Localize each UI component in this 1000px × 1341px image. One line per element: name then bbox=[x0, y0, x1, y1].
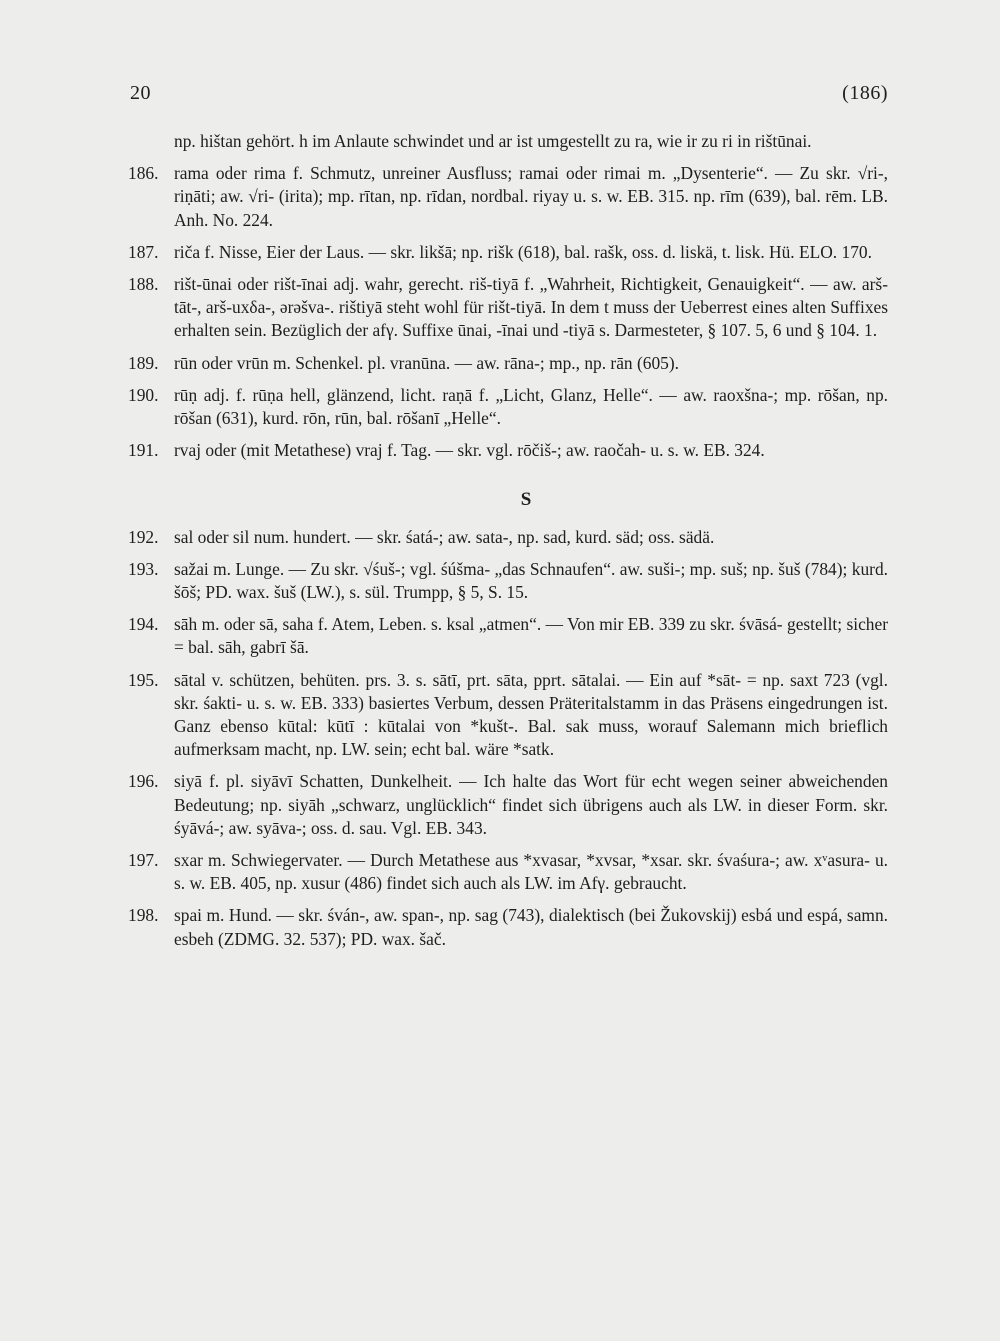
section-letter: S bbox=[520, 489, 532, 511]
entry-text: sal oder sil num. hundert. — skr. śatá-; aw. sata-, np. sad, kurd. säd; oss. sädä. bbox=[174, 526, 715, 547]
entry-number: 196. bbox=[128, 771, 159, 792]
entry-text: rūn oder vrūn m. Schenkel. pl. vranūna. — aw. rāna-; mp., np. rān (605). bbox=[174, 352, 679, 373]
entry-text: sāh m. oder sā, saha f. Atem, Leben. s. ksal „atmen“. — Von mir EB. 339 zu skr. śvāsá- gestellt; sicher = bal. sāh, gabrī šā. bbox=[174, 614, 888, 658]
entry-text: sātal v. schützen, behüten. prs. 3. s. sātī, prt. sāta, pprt. sātalai. — Ein auf *sāt- = np. saxt 723 (vgl. skr. śakti- u. s. w. EB. 333) basiertes Verbum, dessen Präteritalstamm in das Präsens eingedrungen ist. Ganz ebenso kūtal: kūtī : kūtalai von *kušt-. Bal. sak muss, worauf Salemann mich brieflich aufmerksam macht, np. LW. sein; echt bal. wäre *satk. bbox=[174, 669, 888, 760]
entries-r bbox=[128, 162, 888, 462]
continuation-text: np. hištan gehört. h im Anlaute schwindet und ar ist umgestellt zu ra, wie ir zu ri in rištūnai. bbox=[174, 131, 812, 151]
page-header bbox=[130, 82, 888, 105]
dictionary-entry bbox=[128, 770, 888, 840]
dictionary-entry bbox=[128, 669, 888, 762]
original-page-number: (186) bbox=[842, 82, 888, 104]
dictionary-entry bbox=[128, 384, 888, 430]
entry-text: siyā f. pl. siyāvī Schatten, Dunkelheit. — Ich halte das Wort für echt wegen seiner abweichenden Bedeutung; np. siyāh „schwarz, unglücklich“ findet sich übrigens auch als LW. in dieser Form. skr. śyāvá-; aw. syāva-; oss. d. sau. Vgl. EB. 343. bbox=[174, 771, 888, 838]
dictionary-content bbox=[128, 130, 888, 960]
entry-text: spai m. Hund. — skr. śván-, aw. span-, np. sag (743), dialektisch (bei Žukovskij) esbá und espá, samn. esbeh (ZDMG. 32. 537); PD. wax. šač. bbox=[174, 905, 888, 949]
dictionary-entry bbox=[128, 526, 888, 549]
dictionary-entry bbox=[128, 558, 888, 604]
entry-text: riča f. Nisse, Eier der Laus. — skr. likšā; np. rišk (618), bal. rašk, oss. d. liskä, t. lisk. Hü. ELO. 170. bbox=[174, 241, 872, 262]
entry-number: 192. bbox=[128, 526, 159, 547]
entry-number: 197. bbox=[128, 850, 159, 871]
entry-number: 195. bbox=[128, 669, 159, 690]
entry-number: 188. bbox=[128, 274, 159, 295]
dictionary-entry bbox=[128, 849, 888, 895]
entry-text: rvaj oder (mit Metathese) vraj f. Tag. — skr. vgl. rōčiš-; aw. raočah- u. s. w. EB. 324. bbox=[174, 440, 765, 461]
entry-text: rama oder rima f. Schmutz, unreiner Ausfluss; ramai oder rimai m. „Dysenterie“. — Zu skr. √ri-, riṇāti; aw. √ri- (irita); mp. rītan, np. rīdan, nordbal. riyay u. s. w. EB. 315. np. rīm (639), bal. rēm. LB. Anh. No. 224. bbox=[174, 163, 888, 230]
entry-number: 194. bbox=[128, 614, 159, 635]
entry-number: 198. bbox=[128, 905, 159, 926]
entry-number: 190. bbox=[128, 384, 159, 405]
entry-text: rišt-ūnai oder rišt-īnai adj. wahr, gerecht. riš-tiyā f. „Wahrheit, Richtigkeit, Genauigkeit“. — aw. arš-tāt-, arš-uxδa-, ərəšva-. rištiyā steht wohl für rišt-tiyā. In dem t muss der Ueberrest eines alten Suffixes erhalten sein. Bezüglich der afγ. Suffixe ūnai, -īnai und -tiyā s. Darmesteter, § 107. 5, 6 und § 104. 1. bbox=[174, 274, 888, 341]
dictionary-entry bbox=[128, 352, 888, 375]
entry-text: sažai m. Lunge. — Zu skr. √śuš-; vgl. śúšma- „das Schnaufen“. aw. suši-; mp. suš; np. šuš (784); kurd. šōš; PD. wax. šuš (LW.), s. sül. Trumpp, § 5, S. 15. bbox=[174, 558, 888, 603]
dictionary-entry bbox=[128, 439, 888, 462]
entry-number: 191. bbox=[128, 440, 159, 461]
dictionary-entry bbox=[128, 904, 888, 950]
entry-text: sxar m. Schwiegervater. — Durch Metathese aus *xvasar, *xvsar, *xsar. skr. śvaśura-; aw. xᵛasura- u. s. w. EB. 405, np. xusur (486) findet sich auch als LW. im Afγ. gebraucht. bbox=[174, 850, 888, 894]
dictionary-entry bbox=[128, 613, 888, 659]
entry-text: rūṇ adj. f. rūṇa hell, glänzend, licht. raṇā f. „Licht, Glanz, Helle“. — aw. raoxšna-; mp. rōšan, np. rōšan (631), kurd. rōn, rūn, bal. rōšanī „Helle“. bbox=[174, 384, 888, 429]
dictionary-entry bbox=[128, 241, 888, 264]
entry-number: 186. bbox=[128, 163, 159, 184]
entry-number: 189. bbox=[128, 352, 159, 373]
dictionary-entry bbox=[128, 162, 888, 232]
entry-number: 193. bbox=[128, 558, 159, 579]
entries-s bbox=[128, 526, 888, 951]
entry-number: 187. bbox=[128, 241, 159, 262]
page-number: 20 bbox=[130, 82, 151, 104]
dictionary-entry bbox=[128, 273, 888, 343]
